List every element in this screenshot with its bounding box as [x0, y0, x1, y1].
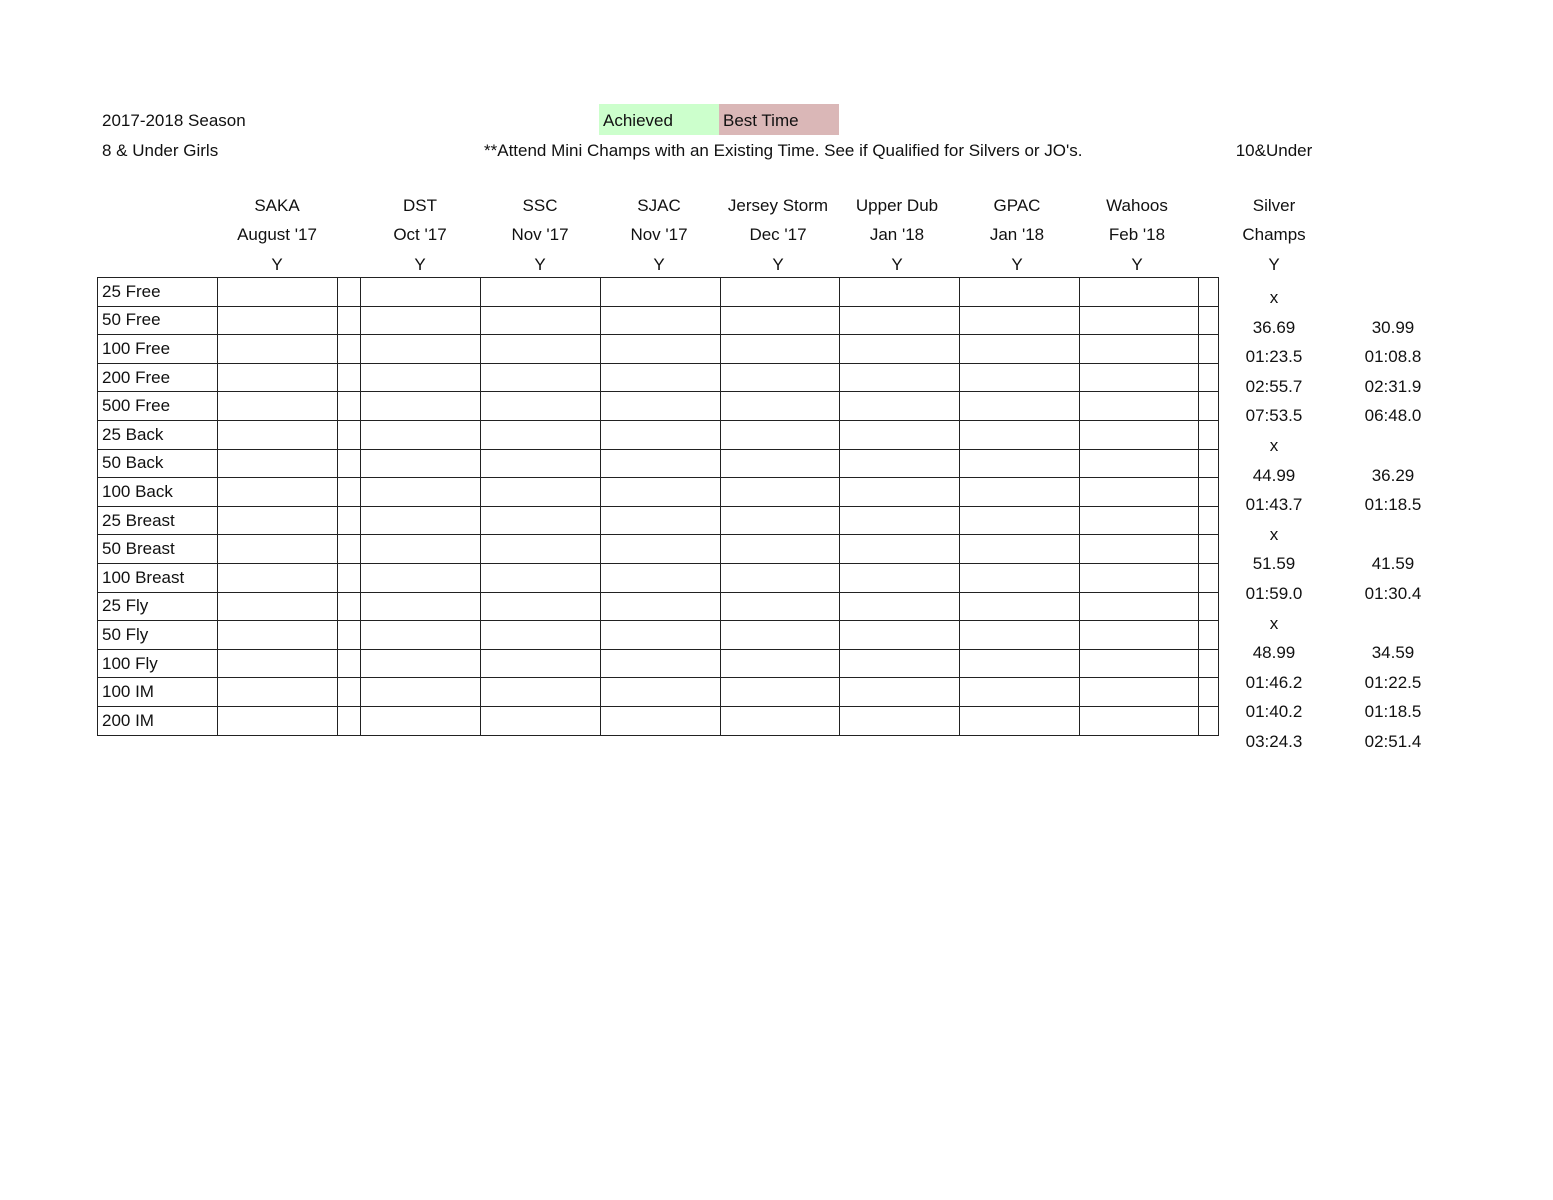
time-entry-cell[interactable] [601, 363, 721, 392]
time-entry-cell[interactable] [1080, 420, 1199, 449]
time-entry-cell[interactable] [218, 449, 338, 478]
time-entry-cell[interactable] [338, 678, 361, 707]
table-row [98, 278, 1219, 307]
time-entry-cell[interactable] [481, 478, 601, 507]
event-name-cell: 100 Breast [98, 563, 218, 592]
silver-standard: 01:59.0 [1245, 584, 1303, 603]
time-entry-cell[interactable] [361, 592, 481, 621]
time-entry-cell[interactable] [1080, 535, 1199, 564]
silver-standard: 01:43.7 [1245, 495, 1303, 515]
table-row [98, 621, 1219, 650]
time-entry-cell[interactable] [361, 649, 481, 678]
meet-flag-header: Y [891, 255, 903, 274]
time-entry-cell[interactable] [601, 306, 721, 335]
legend-best-time: Best Time [719, 104, 839, 135]
time-entry-cell[interactable] [481, 363, 601, 392]
legend-achieved: Achieved [599, 104, 719, 135]
division-label: 10&Under [1235, 141, 1313, 160]
event-name-cell: 50 Fly [98, 621, 218, 650]
time-entry-cell[interactable] [338, 535, 361, 564]
time-entry-cell[interactable] [218, 706, 338, 735]
time-entry-cell[interactable] [601, 649, 721, 678]
time-entry-cell[interactable] [960, 306, 1080, 335]
time-entry-cell[interactable] [218, 678, 338, 707]
time-entry-cell[interactable] [960, 392, 1080, 421]
event-name-cell: 50 Back [98, 449, 218, 478]
event-name-cell: 25 Fly [98, 592, 218, 621]
time-entry-cell[interactable] [601, 392, 721, 421]
time-entry-cell[interactable] [960, 706, 1080, 735]
time-entry-cell[interactable] [1080, 278, 1199, 307]
time-entry-cell[interactable] [338, 649, 361, 678]
time-entry-cell[interactable] [218, 563, 338, 592]
time-entry-cell[interactable] [840, 621, 960, 650]
time-entry-cell[interactable] [1080, 678, 1199, 707]
meet-date-header: Feb '18 [1108, 225, 1166, 244]
time-entry-cell[interactable] [960, 278, 1080, 307]
silver-standard: 07:53.5 [1245, 406, 1303, 426]
time-entry-cell[interactable] [361, 478, 481, 507]
meet-flag-header: Y [1131, 255, 1143, 274]
time-entry-cell[interactable] [218, 278, 338, 307]
time-entry-cell[interactable] [218, 649, 338, 678]
time-entry-cell[interactable] [481, 563, 601, 592]
time-entry-cell[interactable] [361, 306, 481, 335]
silver-standard: x [1269, 613, 1279, 633]
time-entry-cell[interactable] [721, 478, 840, 507]
table-row [98, 563, 1219, 592]
table-row [98, 535, 1219, 564]
time-entry-cell[interactable] [960, 592, 1080, 621]
time-entry-cell[interactable] [338, 706, 361, 735]
jo-standard: 36.29 [1371, 465, 1415, 485]
event-name-cell: 25 Breast [98, 506, 218, 535]
jo-standard: 34.59 [1371, 643, 1415, 663]
jo-standard: 01:18.5 [1364, 495, 1422, 515]
time-entry-cell[interactable] [721, 621, 840, 650]
time-entry-cell[interactable] [361, 621, 481, 650]
time-entry-cell[interactable] [1080, 706, 1199, 735]
event-name-cell: 200 Free [98, 363, 218, 392]
event-name-cell: 100 IM [98, 678, 218, 707]
meet-flag-header: Y [534, 255, 546, 274]
time-entry-cell[interactable] [1080, 363, 1199, 392]
meet-name-header: DST [403, 196, 437, 215]
time-entry-cell[interactable] [481, 306, 601, 335]
times-table [97, 277, 1219, 736]
time-entry-cell[interactable] [1080, 306, 1199, 335]
silver-standard: 01:46.2 [1245, 672, 1303, 692]
champs-name: Silver [1252, 196, 1296, 215]
time-entry-cell[interactable] [481, 706, 601, 735]
champs-flag: Y [1268, 255, 1280, 274]
meet-date-header: Dec '17 [749, 225, 807, 244]
time-entry-cell[interactable] [218, 592, 338, 621]
time-entry-cell[interactable] [1080, 449, 1199, 478]
table-row [98, 449, 1219, 478]
time-entry-cell[interactable] [960, 621, 1080, 650]
time-entry-cell[interactable] [840, 278, 960, 307]
time-entry-cell[interactable] [1080, 392, 1199, 421]
meet-date-header: Nov '17 [511, 225, 569, 244]
time-entry-cell[interactable] [960, 449, 1080, 478]
time-entry-cell[interactable] [361, 392, 481, 421]
silver-standard: 01:23.5 [1245, 347, 1303, 367]
season-title: 2017-2018 Season [102, 111, 246, 130]
time-entry-cell[interactable] [481, 621, 601, 650]
time-entry-cell[interactable] [840, 649, 960, 678]
time-entry-cell[interactable] [218, 420, 338, 449]
silver-standard: x [1269, 436, 1279, 455]
time-entry-cell[interactable] [840, 478, 960, 507]
meet-flag-header: Y [414, 255, 426, 274]
time-entry-cell[interactable] [1080, 592, 1199, 621]
table-row [98, 649, 1219, 678]
time-entry-cell[interactable] [721, 392, 840, 421]
meet-name-header: GPAC [993, 196, 1041, 215]
meet-name-header: Wahoos [1106, 196, 1168, 215]
meet-date-header: Jan '18 [989, 225, 1045, 244]
time-entry-cell[interactable] [338, 621, 361, 650]
time-entry-cell[interactable] [338, 563, 361, 592]
time-entry-cell[interactable] [721, 449, 840, 478]
table-row [98, 392, 1219, 421]
time-entry-cell[interactable] [601, 592, 721, 621]
meet-name-header: SSC [522, 196, 558, 215]
time-entry-cell[interactable] [218, 535, 338, 564]
silver-standard: 36.69 [1252, 317, 1296, 337]
time-entry-cell[interactable] [481, 506, 601, 535]
time-entry-cell[interactable] [721, 535, 840, 564]
time-entry-cell[interactable] [721, 278, 840, 307]
time-entry-cell[interactable] [721, 678, 840, 707]
time-entry-cell[interactable] [338, 335, 361, 364]
table-row [98, 506, 1219, 535]
time-entry-cell[interactable] [361, 449, 481, 478]
table-row [98, 678, 1219, 707]
time-entry-cell[interactable] [481, 678, 601, 707]
event-name-cell: 500 Free [98, 392, 218, 421]
time-entry-cell[interactable] [361, 678, 481, 707]
time-entry-cell[interactable] [1080, 621, 1199, 650]
time-entry-cell[interactable] [1080, 478, 1199, 507]
time-entry-cell[interactable] [840, 563, 960, 592]
jo-standard: 01:22.5 [1364, 672, 1422, 692]
time-entry-cell[interactable] [361, 363, 481, 392]
time-entry-cell[interactable] [338, 278, 361, 307]
time-entry-cell[interactable] [960, 363, 1080, 392]
time-entry-cell[interactable] [218, 335, 338, 364]
table-row [98, 306, 1219, 335]
time-entry-cell[interactable] [481, 278, 601, 307]
time-entry-cell[interactable] [361, 506, 481, 535]
jo-standard: 01:08.8 [1364, 347, 1422, 367]
meet-flag-header: Y [772, 255, 784, 274]
silver-standard: 01:40.2 [1245, 702, 1303, 722]
silver-standard: 44.99 [1252, 465, 1296, 485]
time-entry-cell[interactable] [601, 478, 721, 507]
meet-name-header: Upper Dub [855, 196, 939, 215]
time-entry-cell[interactable] [361, 535, 481, 564]
meet-name-header: SJAC [637, 196, 681, 215]
time-entry-cell[interactable] [338, 506, 361, 535]
time-entry-cell[interactable] [721, 706, 840, 735]
time-entry-cell[interactable] [338, 449, 361, 478]
time-entry-cell[interactable] [1080, 506, 1199, 535]
time-entry-cell[interactable] [601, 535, 721, 564]
silver-standard: 03:24.3 [1245, 732, 1303, 751]
time-entry-cell[interactable] [338, 478, 361, 507]
meet-date-header: Oct '17 [393, 225, 447, 244]
time-entry-cell[interactable] [601, 506, 721, 535]
silver-standard: 51.59 [1252, 554, 1296, 574]
time-entry-cell[interactable] [960, 335, 1080, 364]
time-entry-cell[interactable] [840, 363, 960, 392]
time-entry-cell[interactable] [218, 392, 338, 421]
table-row [98, 363, 1219, 392]
jo-standard: 02:51.4 [1364, 732, 1422, 751]
event-name-cell: 100 Back [98, 478, 218, 507]
event-name-cell: 25 Back [98, 420, 218, 449]
time-entry-cell[interactable] [721, 335, 840, 364]
table-row [98, 592, 1219, 621]
time-entry-cell[interactable] [721, 306, 840, 335]
time-entry-cell[interactable] [601, 706, 721, 735]
time-entry-cell[interactable] [840, 449, 960, 478]
event-name-cell: 25 Free [98, 278, 218, 307]
time-entry-cell[interactable] [601, 563, 721, 592]
time-entry-cell[interactable] [481, 592, 601, 621]
time-entry-cell[interactable] [361, 420, 481, 449]
time-entry-cell[interactable] [218, 621, 338, 650]
time-entry-cell[interactable] [601, 335, 721, 364]
meet-name-header: Jersey Storm [727, 196, 829, 215]
time-entry-cell[interactable] [840, 592, 960, 621]
table-row [98, 335, 1219, 364]
note-text: **Attend Mini Champs with an Existing Time. See if Qualified for Silvers or JO's. [484, 141, 1083, 160]
time-entry-cell[interactable] [481, 449, 601, 478]
silver-standard: x [1269, 288, 1279, 307]
time-entry-cell[interactable] [601, 678, 721, 707]
time-entry-cell[interactable] [481, 420, 601, 449]
event-name-cell: 50 Breast [98, 535, 218, 564]
time-entry-cell[interactable] [338, 392, 361, 421]
time-entry-cell[interactable] [218, 306, 338, 335]
time-entry-cell[interactable] [1080, 563, 1199, 592]
meet-date-header: Jan '18 [869, 225, 925, 244]
group-title: 8 & Under Girls [102, 141, 219, 160]
time-entry-cell[interactable] [338, 592, 361, 621]
time-entry-cell[interactable] [721, 563, 840, 592]
jo-standard: 02:31.9 [1364, 376, 1422, 396]
time-entry-cell[interactable] [960, 420, 1080, 449]
event-name-cell: 100 Fly [98, 649, 218, 678]
meet-flag-header: Y [653, 255, 665, 274]
table-row [98, 420, 1219, 449]
event-name-cell: 200 IM [98, 706, 218, 735]
silver-standard: 02:55.7 [1245, 376, 1303, 396]
meet-flag-header: Y [1011, 255, 1023, 274]
time-entry-cell[interactable] [721, 363, 840, 392]
event-name-cell: 100 Free [98, 335, 218, 364]
jo-standard: 41.59 [1371, 554, 1415, 574]
time-entry-cell[interactable] [840, 392, 960, 421]
time-entry-cell[interactable] [601, 420, 721, 449]
time-entry-cell[interactable] [601, 449, 721, 478]
time-entry-cell[interactable] [481, 649, 601, 678]
time-entry-cell[interactable] [840, 335, 960, 364]
time-entry-cell[interactable] [218, 478, 338, 507]
time-entry-cell[interactable] [361, 335, 481, 364]
time-entry-cell[interactable] [840, 706, 960, 735]
time-entry-cell[interactable] [601, 621, 721, 650]
silver-standard: x [1269, 524, 1279, 544]
time-entry-cell[interactable] [960, 678, 1080, 707]
time-entry-cell[interactable] [218, 363, 338, 392]
champs-sub: Champs [1242, 225, 1306, 244]
time-entry-cell[interactable] [721, 649, 840, 678]
time-entry-cell[interactable] [960, 535, 1080, 564]
time-entry-cell[interactable] [960, 563, 1080, 592]
time-entry-cell[interactable] [361, 563, 481, 592]
table-row [98, 706, 1219, 735]
time-entry-cell[interactable] [721, 506, 840, 535]
time-entry-cell[interactable] [338, 306, 361, 335]
time-entry-cell[interactable] [481, 392, 601, 421]
time-entry-cell[interactable] [338, 420, 361, 449]
time-entry-cell[interactable] [481, 535, 601, 564]
time-entry-cell[interactable] [361, 706, 481, 735]
table-row [98, 478, 1219, 507]
meet-flag-header: Y [271, 255, 283, 274]
time-entry-cell[interactable] [1080, 649, 1199, 678]
silver-standard: 48.99 [1252, 643, 1296, 663]
time-entry-cell[interactable] [601, 278, 721, 307]
time-entry-cell[interactable] [218, 506, 338, 535]
jo-standard: 01:18.5 [1364, 702, 1422, 722]
time-entry-cell[interactable] [1080, 335, 1199, 364]
time-entry-cell[interactable] [960, 506, 1080, 535]
jo-standard: 06:48.0 [1364, 406, 1422, 426]
time-entry-cell[interactable] [840, 506, 960, 535]
time-entry-cell[interactable] [840, 420, 960, 449]
jo-standard: 30.99 [1371, 317, 1415, 337]
time-entry-cell[interactable] [338, 363, 361, 392]
time-entry-cell[interactable] [840, 678, 960, 707]
time-entry-cell[interactable] [960, 478, 1080, 507]
meet-date-header: August '17 [237, 225, 317, 244]
jo-standard: 01:30.4 [1364, 584, 1422, 603]
time-entry-cell[interactable] [960, 649, 1080, 678]
time-entry-cell[interactable] [840, 535, 960, 564]
time-entry-cell[interactable] [840, 306, 960, 335]
meet-name-header: SAKA [254, 196, 300, 215]
event-name-cell: 50 Free [98, 306, 218, 335]
time-entry-cell[interactable] [721, 592, 840, 621]
time-entry-cell[interactable] [361, 278, 481, 307]
time-entry-cell[interactable] [721, 420, 840, 449]
time-entry-cell[interactable] [481, 335, 601, 364]
meet-date-header: Nov '17 [630, 225, 688, 244]
